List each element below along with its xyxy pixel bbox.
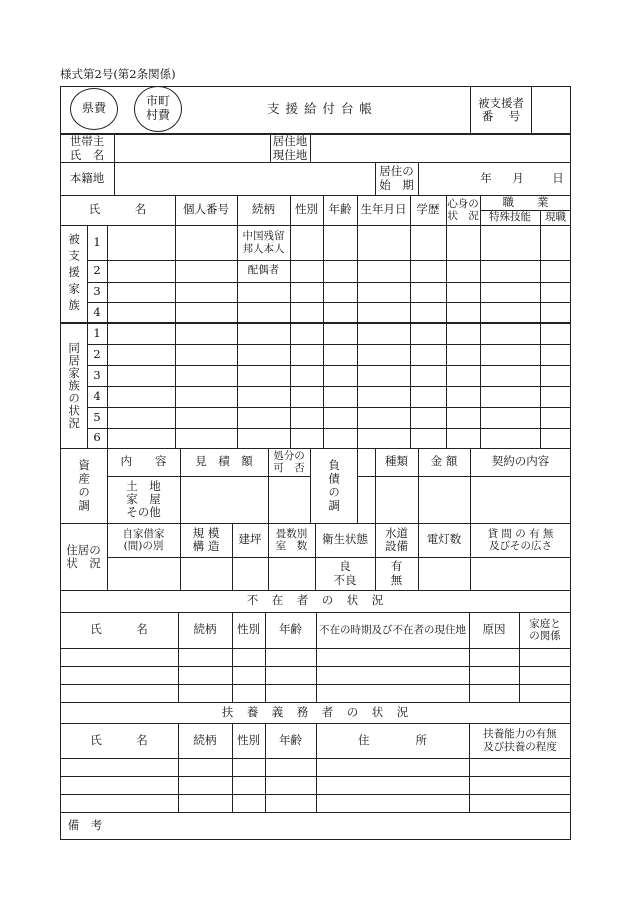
assets-land-items: 土 地 家 屋 その他: [126, 478, 161, 520]
residence-start-label: 居住の 始 期: [379, 164, 414, 192]
recipient-number-label: 被支援者 番 号: [478, 95, 524, 123]
debt-type: 種類: [385, 454, 408, 469]
rule-debt-header: [357, 476, 571, 477]
v-rule: [540, 210, 541, 448]
absent-col-relationship: 続柄: [193, 622, 217, 637]
col-age: 年齢: [328, 202, 352, 217]
prefecture-stamp: 県費: [70, 88, 118, 130]
supported-row-rule: [87, 260, 571, 261]
cohabiting-row-number: 2: [93, 346, 101, 361]
municipal-stamp: 市町 村費: [134, 86, 182, 132]
col-special-skill: 特殊技能: [489, 211, 531, 224]
assets-estimate: 見 積 額: [195, 454, 253, 469]
residence-label: 居住地 現住地: [272, 134, 308, 162]
debt-amount: 金 額: [430, 454, 458, 469]
obligors-col-name: 氏 名: [90, 732, 148, 747]
absent-col-sex: 性別: [237, 622, 260, 637]
note-spouse: 配偶者: [247, 264, 280, 277]
form-number: 様式第2号(第2条関係): [60, 67, 176, 81]
assets-label: 資産の調: [77, 459, 92, 513]
housing-floor-area: 建坪: [238, 532, 262, 547]
remarks-label: 備 考: [67, 818, 103, 833]
absent-col-age: 年齢: [279, 622, 302, 637]
date-year-label: 年: [480, 171, 492, 186]
obligors-col-age: 年齢: [279, 732, 302, 747]
form-title: 支 援 給 付 台 帳: [267, 100, 373, 116]
supported-row-rule: [87, 282, 571, 283]
supported-family-label: 被支援家族: [67, 232, 82, 316]
col-personal-number: 個人番号: [183, 202, 229, 217]
housing-label: 住居の 状 況: [66, 542, 101, 570]
cohabiting-row-number: 1: [93, 325, 101, 340]
housing-water: 水道 設備: [385, 525, 408, 553]
col-name: 氏 名: [88, 202, 147, 217]
assets-disposable: 処分の 可 否: [273, 449, 305, 474]
col-occupation: 職 業: [502, 195, 549, 210]
registered-domicile-label: 本籍地: [69, 170, 105, 185]
cohabiting-row-rule: [87, 344, 571, 345]
supported-row-number: 3: [93, 284, 101, 299]
cohabiting-row-rule: [87, 365, 571, 366]
col-birthdate: 生年月日: [360, 202, 407, 217]
cohabiting-row-rule: [87, 428, 571, 429]
col-relationship: 続柄: [252, 202, 275, 217]
cohabiting-family-label: 同居家族の状況: [67, 342, 82, 430]
assets-content: 内 容: [120, 454, 167, 469]
cohabiting-row-number: 6: [93, 430, 101, 445]
absent-col-name: 氏 名: [90, 622, 148, 637]
household-head-label: 世帯主 氏 名: [69, 134, 105, 162]
col-current-job: 現職: [545, 211, 566, 224]
housing-water-values: 有 無: [390, 559, 403, 587]
col-education: 学歴: [416, 202, 440, 217]
housing-sanitation: 衛生状態: [322, 532, 368, 547]
cohabiting-row-number: 3: [93, 367, 101, 382]
supported-row-number: 4: [93, 304, 101, 319]
supported-row-number: 2: [93, 263, 101, 278]
obligors-col-capacity: 扶養能力の有無 及び扶養の程度: [483, 728, 557, 753]
obligors-section-title: 扶 養 義 務 者 の 状 況: [221, 704, 410, 719]
obligors-col-address: 住 所: [358, 732, 427, 747]
rule-group-divider: [60, 322, 571, 325]
absent-col-reason: 原因: [482, 622, 506, 637]
supported-row-number: 1: [93, 234, 101, 249]
cohabiting-row-number: 4: [93, 388, 101, 403]
cohabiting-row-rule: [87, 386, 571, 387]
cohabiting-row-number: 5: [93, 409, 101, 424]
housing-structure: 規 模 構 造: [192, 525, 220, 553]
supported-row-rule: [87, 302, 571, 303]
housing-rooms: 畳数別 室 数: [275, 527, 308, 552]
rule-household: [60, 162, 571, 163]
absent-col-family-relation: 家庭と の関係: [529, 617, 561, 642]
cohabiting-row-rule: [87, 407, 571, 408]
debt-contract: 契約の内容: [491, 454, 550, 469]
date-day-label: 日: [552, 171, 564, 186]
date-month-label: 月: [512, 171, 524, 186]
housing-rent: 貸 間 の 有 無 及びその広さ: [487, 527, 554, 552]
col-health: 心身の 状 況: [447, 197, 479, 222]
absent-section-title: 不 在 者 の 状 況: [246, 593, 385, 608]
housing-lights: 電灯数: [426, 532, 462, 547]
absent-col-period-address: 不在の時期及び不在者の現住地: [319, 623, 466, 636]
col-sex: 性別: [295, 202, 318, 217]
note-chinese-returnee: 中国残留 邦人本人: [242, 230, 285, 255]
housing-ownership: 自家借家 (間)の別: [122, 527, 165, 552]
housing-sanitation-values: 良 不良: [333, 559, 357, 587]
obligors-col-relationship: 続柄: [193, 732, 217, 747]
debt-label: 負債の調: [327, 459, 342, 513]
obligors-col-sex: 性別: [237, 732, 260, 747]
